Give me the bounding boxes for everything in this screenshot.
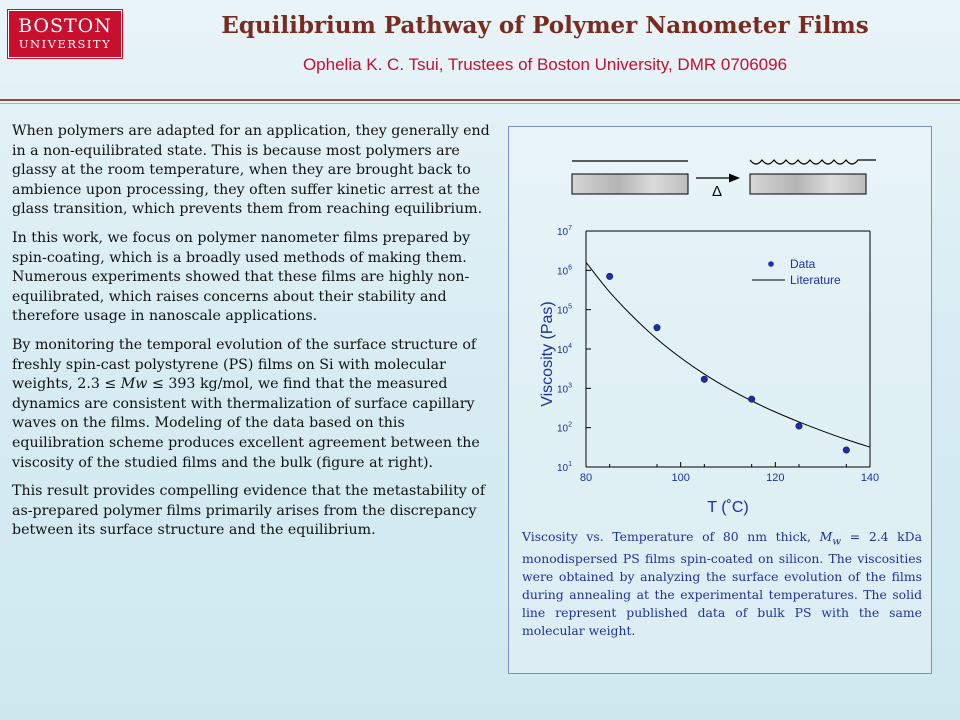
film-arrow-head bbox=[729, 174, 740, 183]
y-tick-label: $10^6$ bbox=[556, 264, 572, 278]
chart-series bbox=[586, 262, 870, 453]
film-schematic bbox=[572, 160, 876, 200]
y-tick-label: $10^2$ bbox=[556, 421, 572, 435]
film-after-substrate bbox=[750, 174, 866, 194]
data-point bbox=[748, 396, 754, 402]
x-tick-label: 140 bbox=[860, 472, 880, 484]
x-ticks bbox=[580, 462, 879, 484]
data-point bbox=[843, 447, 849, 453]
paragraph-3-part-a: By monitoring the temporal evolution of the surface structure of freshly spin-cast polystyrene (PS) films on Si with molecular weights, 2.3 ≤ bbox=[12, 336, 477, 393]
legend-data-label: Data bbox=[790, 257, 816, 271]
viscosity-chart bbox=[539, 225, 879, 516]
page-subtitle: Ophelia K. C. Tsui, Trustees of Boston University, DMR 0706096 bbox=[302, 55, 788, 74]
figure-caption bbox=[522, 528, 922, 640]
y-tick-label: $10^5$ bbox=[556, 303, 572, 317]
literature-curve bbox=[586, 262, 870, 447]
data-point bbox=[606, 273, 612, 279]
page-title: Equilibrium Pathway of Polymer Nanometer Films bbox=[221, 12, 869, 39]
data-point bbox=[654, 324, 660, 330]
y-tick-label: $10^4$ bbox=[556, 343, 572, 356]
paragraph-3-part-b: ≤ 393 kg/mol, we find that the measured dynamics are consistent with thermalization of surface capillary waves on the films. Modeling of the data based on this equilibration scheme produces excellent agreement between the viscosity of the studied films and the bulk (figure at right). bbox=[12, 376, 480, 471]
film-after-wavy-surface bbox=[750, 160, 876, 164]
caption-mw-subscript: w bbox=[832, 535, 842, 548]
legend-data-marker bbox=[768, 261, 774, 267]
y-tick-label: $10^1$ bbox=[556, 461, 572, 474]
caption-mw-symbol: M bbox=[819, 529, 833, 544]
caption-part-b: = 2.4 kDa monodispersed PS films spin-coated on silicon. The viscosities were obtained by analyzing the surface evolution of the films during annealing at the experimental temperatures. The solid line represent published data of bulk PS with the same molecular weight. bbox=[522, 529, 922, 639]
x-axis-label: T (˚C) bbox=[707, 499, 749, 516]
paragraph-3-mw: Mw bbox=[120, 376, 148, 393]
caption-part-a: Viscosity vs. Temperature of 80 nm thick, bbox=[522, 529, 820, 544]
paragraph-1: When polymers are adapted for an application, they generally end in a non-equilibrated state. This is because most polymers are glassy at the room temperature, when they are brought back to ambience upon processing, they often suffer kinetic arrest at the glass transition, which prevents them from reaching equilibrium. bbox=[12, 123, 490, 218]
y-tick-label: $10^3$ bbox=[556, 382, 572, 396]
legend-literature-label: Literature bbox=[790, 273, 841, 287]
x-tick-label: 120 bbox=[766, 472, 785, 484]
data-point bbox=[796, 423, 802, 429]
x-tick-label: 80 bbox=[579, 472, 593, 484]
chart-legend bbox=[752, 257, 841, 287]
film-before-substrate bbox=[572, 174, 688, 194]
data-point bbox=[701, 376, 707, 382]
paragraph-4: This result provides compelling evidence that the metastability of as-prepared polymer films primarily arises from the discrepancy between its surface structure and the equilibrium. bbox=[12, 483, 486, 539]
logo-line-2: UNIVERSITY bbox=[18, 37, 112, 51]
paragraph-2: In this work, we focus on polymer nanometer films prepared by spin-coating, which is a broadly used methods of making them. Numerous experiments showed that these films are highly non-equilibrated, which raises concerns about their stability and therefore usage in nanoscale applications. bbox=[12, 229, 471, 325]
anneal-delta-symbol: Δ bbox=[711, 183, 723, 200]
logo-line-1: BOSTON bbox=[18, 15, 112, 37]
y-tick-label: $10^7$ bbox=[556, 225, 572, 238]
y-axis-label: Viscosity (Pas) bbox=[539, 301, 556, 407]
x-tick-label: 100 bbox=[671, 472, 690, 484]
